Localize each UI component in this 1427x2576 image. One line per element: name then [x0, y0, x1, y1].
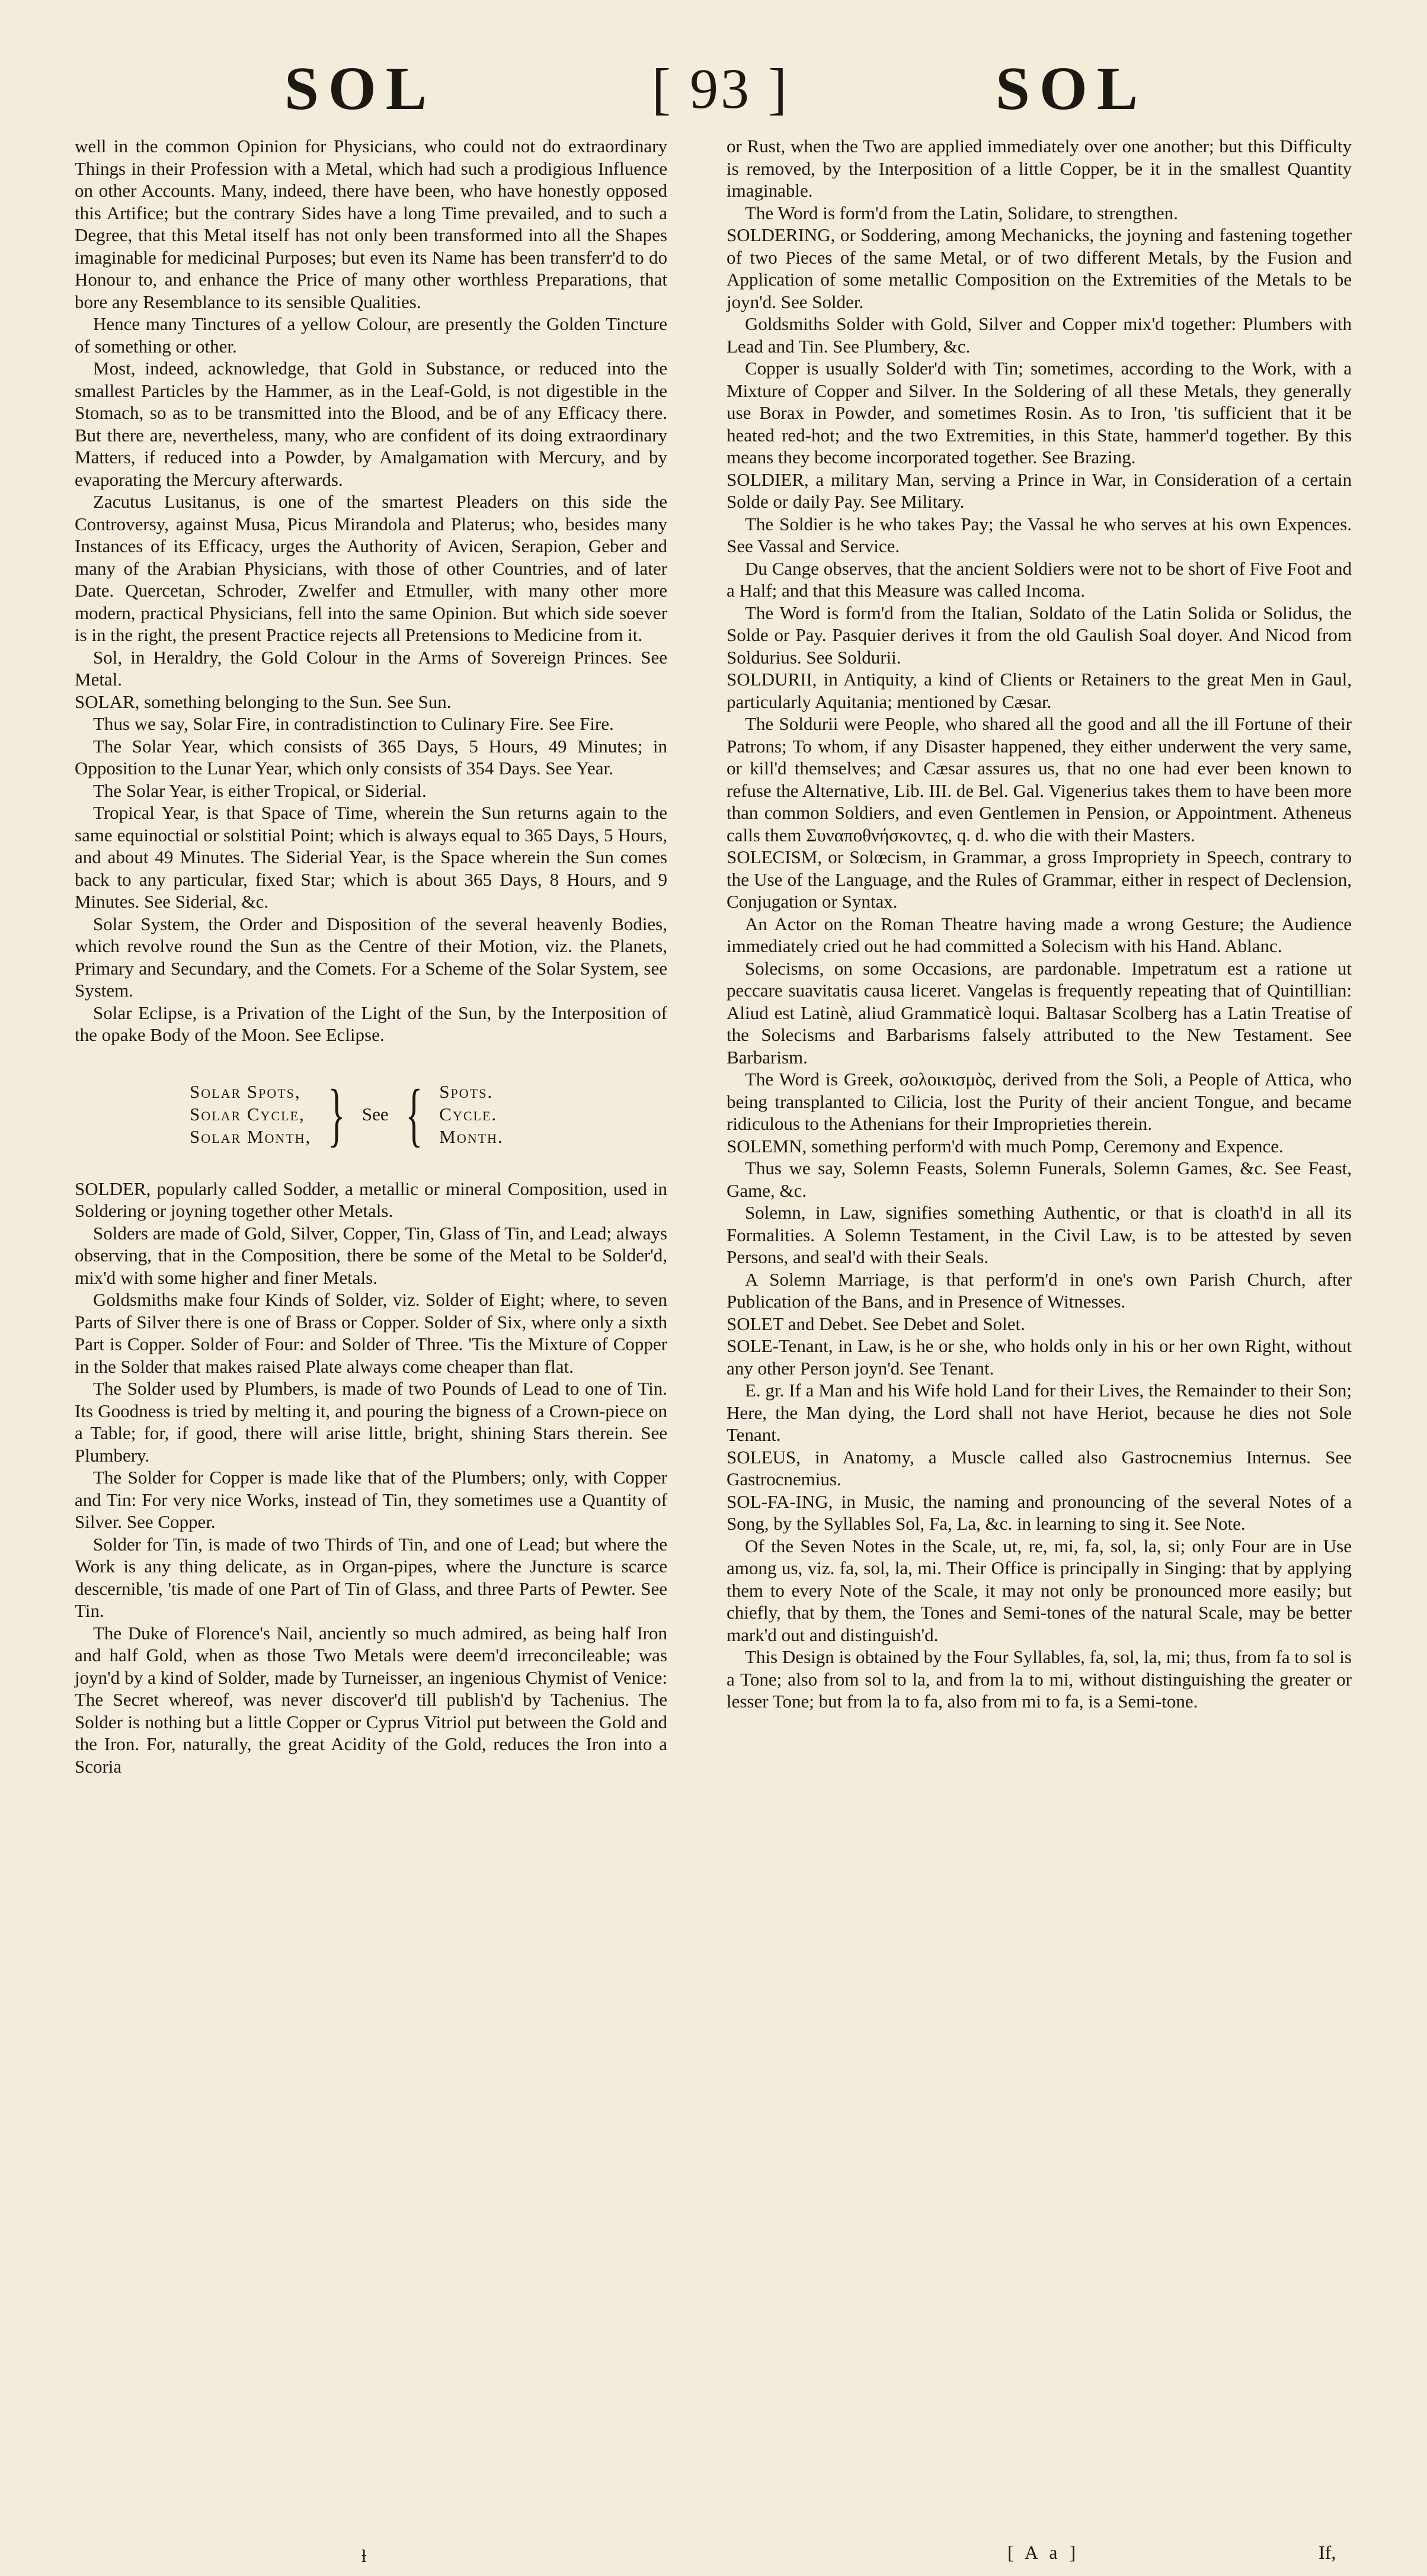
- paragraph: The Solder for Copper is made like that of the Plumbers; only, with Copper and Tin: For very nice Works, instead of Tin, they sometimes use a Quantity of Silver. See Copper.: [75, 1467, 667, 1532]
- entry-solar: SOLAR, something belonging to the Sun. See Sun.: [75, 691, 452, 712]
- paragraph: The Word is Greek, σολοικισμὸς, derived from the Soli, a People of Attica, who being transplanted to Cilicia, lost the Purity of their ancient Tongue, and became ridiculous to the Athenians for their Improprieties therein.: [727, 1069, 1352, 1134]
- cross-reference-table: [190, 1074, 667, 1154]
- left-column: [75, 135, 667, 1777]
- signature-mark: [ A a ]: [1007, 2542, 1080, 2563]
- paragraph: Solder for Tin, is made of two Thirds of Tin, and one of Lead; but where the Work is any thing delicate, as in Organ-pipes, where the Juncture is scarce descernible, 'tis made of one Part of Tin of Glass, and three Parts of Pewter. See Tin.: [75, 1533, 667, 1621]
- paragraph: The Solar Year, is either Tropical, or Siderial.: [93, 780, 427, 801]
- table-right-terms: [439, 1081, 503, 1148]
- table-term: Cycle.: [439, 1103, 498, 1124]
- paragraph: Hence many Tinctures of a yellow Colour, are presently the Golden Tincture of something or other.: [75, 313, 667, 357]
- paragraph: Solemn, in Law, signifies something Authentic, or that is cloath'd in all its Formalities. A Solemn Testament, in the Civil Law, is to be attested by seven Persons, and seal'd with their Seals.: [727, 1202, 1352, 1267]
- paragraph: A Solemn Marriage, is that perform'd in one's own Parish Church, after Publication of the Bans, and in Presence of Witnesses.: [727, 1268, 1352, 1312]
- paragraph: An Actor on the Roman Theatre having made a wrong Gesture; the Audience immediately cried out he had committed a Solecism with his Hand. Ablanc.: [727, 913, 1352, 956]
- entry-sole-tenant: SOLE-Tenant, in Law, is he or she, who holds only in his or her own Right, without any other Person joyn'd. See Tenant.: [727, 1335, 1352, 1379]
- page-number: [ 93 ]: [652, 57, 789, 120]
- paragraph: or Rust, when the Two are applied immediately over one another; but this Difficulty is removed, by the Interposition of a little Copper, be it in the smallest Quantity imaginable.: [727, 136, 1352, 201]
- paragraph: The Solar Year, which consists of 365 Days, 5 Hours, 49 Minutes; in Opposition to the Lunar Year, which only consists of 354 Days. See Year.: [75, 735, 667, 778]
- paragraph: well in the common Opinion for Physicians, who could not do extraordinary Things in their Profession with a Metal, which had such a prodigious Influence on other Accounts. Many, indeed, there have been, who have honestly opposed this Artifice; but the contrary Sides have a long Time prevailed, and to such a Degree, that this Metal itself has not only been transformed into all the Shapes imaginable for medicinal Purposes; but even its Name has been transferr'd to do Honour to, and enhance the Price of many other worthless Preparations, that bore any Resemblance to its sensible Qualities.: [75, 136, 667, 312]
- paragraph: Of the Seven Notes in the Scale, ut, re, mi, fa, sol, la, si; only Four are in Use among us, viz. fa, sol, la, mi. Their Office is principally in Singing: that by applying them to every Note of the Scale, it may not only be pronounced more easily; but chiefly, that by them, the Tones and Semi-tones of the natural Scale, may be better mark'd out and distinguish'd.: [727, 1535, 1352, 1645]
- entry-solder: SOLDER, popularly called Sodder, a metallic or mineral Composition, used in Soldering or joyning together other Metals.: [75, 1178, 667, 1221]
- table-term: Solar Spots,: [190, 1081, 301, 1102]
- paragraph: Zacutus Lusitanus, is one of the smartest Pleaders on this side the Controversy, against Musa, Picus Mirandola and Platerus; who, besides many Instances of its Efficacy, urges the Authority of Avicen, Serapion, Geber and many of the Arabian Physicians, with those of other Countries, and of later Date. Quercetan, Schroder, Zwelfer and Etmuller, with many other more modern, practical Physicians, fell into the same Opinion. But which side soever is in the right, the present Practice rejects all Pretensions to Medicine from it.: [75, 491, 667, 645]
- paragraph: Copper is usually Solder'd with Tin; sometimes, according to the Work, with a Mixture of Copper and Silver. In the Soldering of all these Metals, they generally use Borax in Powder, and sometimes Rosin. As to Iron, 'tis sufficient that it be heated red-hot; and the two Extremities, in this State, hammer'd together. By this means they become incorporated together. See Brazing.: [727, 358, 1352, 467]
- brace-right: }: [328, 1074, 345, 1154]
- paragraph: Goldsmiths Solder with Gold, Silver and Copper mix'd together: Plumbers with Lead and Tin. See Plumbery, &c.: [727, 313, 1352, 357]
- entry-soldier: SOLDIER, a military Man, serving a Prince in War, in Consideration of a certain Solde or daily Pay. See Military.: [727, 469, 1352, 512]
- entry-solecism: SOLECISM, or Solœcism, in Grammar, a gross Impropriety in Speech, contrary to the Use of the Language, and the Rules of Grammar, either in respect of Declension, Conjugation or Syntax.: [727, 847, 1352, 912]
- paragraph: Sol, in Heraldry, the Gold Colour in the Arms of Sovereign Princes. See Metal.: [75, 646, 667, 690]
- paragraph: Thus we say, Solemn Feasts, Solemn Funerals, Solemn Games, &c. See Feast, Game, &c.: [727, 1158, 1352, 1201]
- paragraph: The Word is form'd from the Italian, Soldato of the Latin Solida or Solidus, the Solde or Pay. Pasquier derives it from the old Gaulish Soal doyer. And Nicod from Soldurius. See Soldurii.: [727, 602, 1352, 668]
- table-left-terms: [190, 1081, 311, 1148]
- header-left-word: SOL: [284, 55, 437, 123]
- entry-solemn: SOLEMN, something perform'd with much Pomp, Ceremony and Expence.: [727, 1135, 1284, 1156]
- paragraph: Solar Eclipse, is a Privation of the Light of the Sun, by the Interposition of the opake Body of the Moon. See Eclipse.: [75, 1002, 667, 1045]
- paragraph: Most, indeed, acknowledge, that Gold in Substance, or reduced into the smallest Particles by the Hammer, as in the Leaf-Gold, is not digestible in the Stomach, so as to be transmitted into the Blood, and be of any Efficacy there. But there are, nevertheless, many, who are confident of its doing extraordinary Matters, if reduced into a Powder, by Amalgamation with Mercury, and by evaporating the Mercury afterwards.: [75, 358, 667, 490]
- table-term: Spots.: [439, 1081, 494, 1102]
- table-term: Solar Cycle,: [190, 1103, 305, 1124]
- brace-left: {: [405, 1074, 423, 1154]
- paragraph: The Word is form'd from the Latin, Solidare, to strengthen.: [745, 202, 1178, 223]
- header-right-word: SOL: [996, 55, 1148, 123]
- paragraph: Thus we say, Solar Fire, in contradistinction to Culinary Fire. See Fire.: [93, 713, 614, 734]
- paragraph: Goldsmiths make four Kinds of Solder, viz. Solder of Eight; where, to seven Parts of Silver there is one of Brass or Copper. Solder of Six, where only a sixth Part is Copper. Solder of Four: and Solder of Three. 'Tis the Mixture of Copper in the Solder that makes raised Plate always come cheaper than flat.: [75, 1289, 667, 1377]
- table-term: Solar Month,: [190, 1126, 312, 1147]
- right-column: [727, 135, 1352, 1713]
- paragraph: The Solder used by Plumbers, is made of two Pounds of Lead to one of Tin. Its Goodness is tried by melting it, and pouring the bigness of a Crown-piece on a Table; for, if good, there will arise little, bright, shining Stars therein. See Plumbery.: [75, 1378, 667, 1466]
- paragraph: E. gr. If a Man and his Wife hold Land for their Lives, the Remainder to their Son; Here, the Man dying, the Lord shall not have Heriot, because he dies not Sole Tenant.: [727, 1380, 1352, 1445]
- running-header: [0, 56, 1427, 121]
- paragraph: Tropical Year, is that Space of Time, wherein the Sun returns again to the same equinoctial or solstitial Point; which is always equal to 365 Days, 5 Hours, and about 49 Minutes. The Siderial Year, is the Space wherein the Sun comes back to any particular, fixed Star; which is about 365 Days, 8 Hours, and 9 Minutes. See Siderial, &c.: [75, 802, 667, 912]
- paragraph: This Design is obtained by the Four Syllables, fa, sol, la, mi; thus, from fa to sol is a Tone; also from sol to la, and from la to mi, without distinguishing the greater or lesser Tone; but from la to fa, also from mi to fa, is a Semi-tone.: [727, 1646, 1352, 1712]
- footer-mark: ƚ: [361, 2546, 367, 2566]
- table-see: See: [361, 1103, 389, 1124]
- table-term: Month.: [439, 1126, 504, 1147]
- paragraph: The Soldier is he who takes Pay; the Vassal he who serves at his own Expences. See Vassal and Service.: [727, 513, 1352, 556]
- entry-soleus: SOLEUS, in Anatomy, a Muscle called also Gastrocnemius Internus. See Gastrocnemius.: [727, 1446, 1352, 1489]
- paragraph: Du Cange observes, that the ancient Soldiers were not to be short of Five Foot and a Half; and that this Measure was called Incoma.: [727, 558, 1352, 601]
- paragraph: Solecisms, on some Occasions, are pardonable. Impetratum est a ratione ut peccare suavitatis causa liceret. Vangelas is frequently repeating that of Quintillian: Aliud est Latinè, aliud Grammaticè loqui. Baltasar Scolberg has a Latin Treatise of the Solecisms and Barbarisms falsely attributed to the New Testament. See Barbarism.: [727, 957, 1352, 1068]
- entry-sol-fa-ing: SOL-FA-ING, in Music, the naming and pronouncing of the several Notes of a Song, by the Syllables Sol, Fa, La, &c. in learning to sing it. See Note.: [727, 1491, 1352, 1534]
- entry-soldering: SOLDERING, or Soddering, among Mechanicks, the joyning and fastening together of two Pieces of the same Metal, or of two different Metals, by the Fusion and Application of some metallic Composition on the Extremities of the Metals to be joyn'd. See Solder.: [727, 225, 1352, 312]
- paragraph: The Duke of Florence's Nail, anciently so much admired, as being half Iron and half Gold, when as those Two Metals were deem'd irreconcileable; was joyn'd by a kind of Solder, made by Turneisser, an ingenious Chymist of Venice: The Secret whereof, was never discover'd till publish'd by Tachenius. The Solder is nothing but a little Copper or Cyprus Vitriol put between the Gold and the Iron. For, naturally, the great Acidity of the Gold, reduces the Iron into a Scoria: [75, 1622, 667, 1777]
- paragraph: The Soldurii were People, who shared all the good and all the ill Fortune of their Patrons; To whom, if any Disaster happened, they either underwent the very same, or kill'd themselves; and Cæsar assures us, that no one had ever been known to refuse the Alternative, Lib. III. de Bel. Gal. Vigenerius takes them to have been more than common Soldiers, and even Gentlemen in Pension, or Appointment. Atheneus calls them Συναποθνήσκοντες, q. d. who die with their Masters.: [727, 713, 1352, 845]
- paragraph: Solar System, the Order and Disposition of the several heavenly Bodies, which revolve round the Sun as the Centre of their Motion, viz. the Planets, Primary and Secundary, and the Comets. For a Scheme of the Solar System, see System.: [75, 913, 667, 1001]
- entry-solet: SOLET and Debet. See Debet and Solet.: [727, 1313, 1025, 1334]
- entry-soldurii: SOLDURII, in Antiquity, a kind of Clients or Retainers to the great Men in Gaul, particularly Aquitania; mentioned by Cæsar.: [727, 669, 1352, 712]
- paragraph: Solders are made of Gold, Silver, Copper, Tin, Glass of Tin, and Lead; always observing, that in the Composition, there be some of the Metal to be Solder'd, mix'd with some higher and finer Metals.: [75, 1222, 667, 1288]
- catchword: If,: [1319, 2542, 1336, 2563]
